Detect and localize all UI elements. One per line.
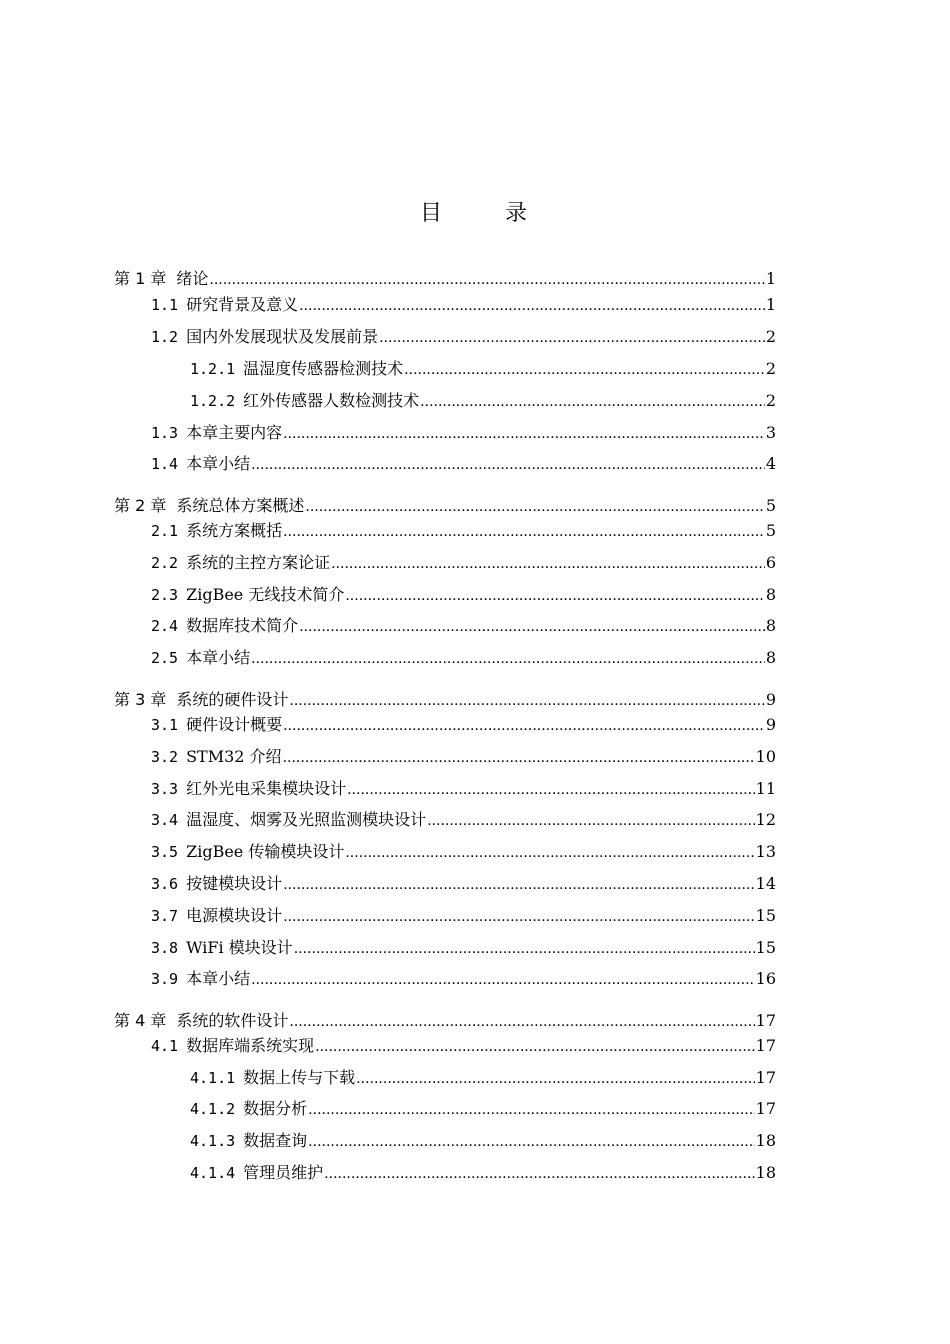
toc-entry-text: 系统的软件设计 [176,1011,289,1030]
toc-dot-leader [427,810,755,829]
toc-entry-label [151,712,282,735]
toc-dot-leader [345,842,754,861]
toc-entry[interactable] [190,1096,776,1118]
toc-entry-text: 数据查询 [243,1131,308,1150]
toc-entry[interactable] [114,1008,776,1030]
toc-page-number: 5 [765,521,776,540]
toc-page-number: 10 [755,747,776,766]
toc-page-number: 18 [755,1163,776,1182]
toc-dot-leader [331,553,765,572]
toc-entry-number: 1.3 [151,424,179,442]
toc-dot-leader [251,648,765,667]
toc-entry-number: 4.1 [151,1037,179,1055]
toc-entry-label [114,266,208,289]
toc-entry-number: 4.1.2 [190,1100,236,1118]
toc-entry[interactable] [151,582,776,604]
toc-dot-leader [420,391,765,410]
toc-entry[interactable] [151,613,776,635]
toc-entry-text: 本章小结 [186,454,251,473]
toc-entry[interactable] [114,266,776,288]
toc-entry[interactable] [151,744,776,766]
toc-entry-text: 数据库技术简介 [186,616,299,635]
toc-entry[interactable] [190,1160,776,1182]
toc-entry-label [151,966,250,989]
toc-dot-leader [379,327,765,346]
toc-entry-number: 1.2 [151,328,179,346]
toc-entry-number: 3.4 [151,811,179,829]
toc-entry[interactable] [151,292,776,314]
toc-page-number: 12 [755,810,776,829]
toc-entry-number: 2.3 [151,586,179,604]
toc-page-number: 18 [755,1131,776,1150]
toc-entry-text: 数据库端系统实现 [186,1036,315,1055]
toc-entry-text: 系统方案概括 [186,521,283,540]
toc-entry-number: 3.2 [151,748,179,766]
toc-entry[interactable] [151,645,776,667]
toc-page-number: 16 [755,969,776,988]
toc-entry[interactable] [114,687,776,709]
toc-entry-number: 3.3 [151,780,179,798]
toc-entry-number: 1.2.2 [190,392,236,410]
toc-entry-text: 系统总体方案概述 [176,496,305,515]
toc-dot-leader [356,1068,754,1087]
toc-entry-text: 管理员维护 [243,1163,324,1182]
toc-page-number: 3 [765,423,776,442]
toc-entry-label [114,493,304,516]
toc-dot-leader [299,295,765,314]
toc-entry-text: 数据上传与下载 [243,1068,356,1087]
toc-entry-number: 3.9 [151,970,179,988]
toc-page-number: 2 [765,327,776,346]
toc-entry[interactable] [151,324,776,346]
toc-page-number: 14 [755,874,776,893]
toc-entry[interactable] [151,935,776,957]
toc-entry-text: 按键模块设计 [186,874,283,893]
toc-page-number: 2 [765,391,776,410]
toc-entry-text: ZigBee 无线技术简介 [186,585,345,604]
toc-page-number: 8 [765,616,776,635]
toc-entry-label [151,613,298,636]
toc-entry-number: 4.1.1 [190,1069,236,1087]
toc-entry[interactable] [151,903,776,925]
toc-page-number: 8 [765,648,776,667]
toc-entry-number: 3.1 [151,716,179,734]
toc-entry-text: 国内外发展现状及发展前景 [186,327,379,346]
toc-page-number: 1 [765,295,776,314]
toc-entry-label [114,687,288,710]
toc-entry-number: 第 4 章 [114,1011,167,1030]
toc-entry[interactable] [151,550,776,572]
toc-entry-number: 2.1 [151,522,179,540]
toc-entry-text: 本章小结 [186,969,251,988]
toc-entry-number: 4.1.3 [190,1132,236,1150]
toc-entry-label [151,744,282,767]
toc-dot-leader [209,269,764,288]
toc-entry-number: 1.2.1 [190,360,236,378]
toc-entry-text: 数据分析 [243,1099,308,1118]
toc-page-number: 11 [755,779,776,798]
toc-entry[interactable] [151,871,776,893]
toc-entry-text: 硬件设计概要 [186,715,283,734]
toc-entry[interactable] [190,388,776,410]
toc-entry-label [151,935,293,958]
toc-entry[interactable] [151,1033,776,1055]
toc-entry-label [151,903,282,926]
toc-entry-label [151,292,298,315]
toc-entry-label [151,871,282,894]
toc-page-number: 17 [755,1099,776,1118]
toc-page-number: 17 [755,1068,776,1087]
toc-entry-number: 4.1.4 [190,1164,236,1182]
toc-entry-number: 1.1 [151,296,179,314]
toc-dot-leader [283,874,755,893]
toc-entry-label [190,356,403,379]
toc-entry-text: ZigBee 传输模块设计 [186,842,345,861]
toc-entry[interactable] [114,493,776,515]
toc-dot-leader [289,690,764,709]
toc-dot-leader [404,359,765,378]
toc-page-number: 6 [765,553,776,572]
toc-entry[interactable] [190,1128,776,1150]
toc-dot-leader [283,747,755,766]
toc-entry-number: 2.2 [151,554,179,572]
toc-entry-text: 本章小结 [186,648,251,667]
toc-entry[interactable] [151,518,776,540]
toc-page-number: 9 [765,690,776,709]
toc-dot-leader [324,1163,754,1182]
toc-page-number: 17 [755,1036,776,1055]
toc-entry[interactable] [151,420,776,442]
toc-entry-label [151,645,250,668]
toc-entry-label [151,451,250,474]
toc-entry-text: 系统的硬件设计 [176,690,289,709]
toc-entry-label [151,807,426,830]
toc-dot-leader [251,969,755,988]
toc-entry[interactable] [151,776,776,798]
toc-entry-number: 2.5 [151,649,179,667]
toc-entry-label [151,582,344,605]
page-title: 目 录 [420,201,555,226]
toc-entry-label [190,1096,307,1119]
toc-entry-text: 研究背景及意义 [186,295,299,314]
toc-entry[interactable] [190,356,776,378]
toc-dot-leader [308,1131,754,1150]
toc-entry-number: 第 2 章 [114,496,167,515]
toc-entry-number: 2.4 [151,617,179,635]
toc-entry[interactable] [151,451,776,473]
toc-entry-label [190,1128,307,1151]
toc-page-number: 15 [755,906,776,925]
toc-entry-text: 红外光电采集模块设计 [186,779,347,798]
toc-dot-leader [305,496,764,515]
toc-entry-number: 3.5 [151,843,179,861]
toc-entry-label [190,1160,323,1183]
toc-dot-leader [283,906,755,925]
toc-dot-leader [283,521,765,540]
toc-entry-text: 温湿度传感器检测技术 [243,359,404,378]
toc-entry-text: 绪论 [176,269,209,288]
toc-entry-number: 3.8 [151,939,179,957]
toc-entry-text: 红外传感器人数检测技术 [243,391,420,410]
toc-entry-text: 电源模块设计 [186,906,283,925]
toc-dot-leader [294,938,755,957]
toc-entry-label [151,776,346,799]
toc-dot-leader [308,1099,754,1118]
toc-entry-number: 第 3 章 [114,690,167,709]
toc-dot-leader [347,779,755,798]
toc-page-number: 4 [765,454,776,473]
toc-entry-label [190,1065,355,1088]
toc-entry[interactable] [151,712,776,734]
toc-dot-leader [251,454,765,473]
toc-page-number: 9 [765,715,776,734]
toc-entry-number: 3.7 [151,907,179,925]
toc-entry-text: STM32 介绍 [186,747,282,766]
toc-entry-label [151,550,330,573]
toc-entry[interactable] [151,807,776,829]
toc-page-number: 2 [765,359,776,378]
toc-entry-label [190,388,419,411]
toc-entry-label [114,1008,288,1031]
toc-entry-label [151,839,344,862]
toc-entry-text: 本章主要内容 [186,423,283,442]
toc-entry-label [151,324,378,347]
toc-dot-leader [299,616,765,635]
toc-dot-leader [315,1036,755,1055]
toc-entry-number: 3.6 [151,875,179,893]
toc-entry-label [151,518,282,541]
toc-entry[interactable] [190,1065,776,1087]
toc-page-number: 1 [765,269,776,288]
toc-entry-text: 温湿度、烟雾及光照监测模块设计 [186,810,427,829]
toc-entry-text: 系统的主控方案论证 [186,553,331,572]
toc-page-number: 15 [755,938,776,957]
toc-page-number: 17 [755,1011,776,1030]
toc-dot-leader [345,585,764,604]
toc-entry-number: 1.4 [151,455,179,473]
toc-entry[interactable] [151,839,776,861]
toc-entry-label [151,420,282,443]
toc-page-number: 8 [765,585,776,604]
toc-page-number: 13 [755,842,776,861]
toc-entry-label [151,1033,314,1056]
toc-page-number: 5 [765,496,776,515]
toc-entry[interactable] [151,966,776,988]
toc-dot-leader [283,715,765,734]
toc-entry-number: 第 1 章 [114,269,167,288]
toc-dot-leader [289,1011,754,1030]
toc-entry-text: WiFi 模块设计 [186,938,293,957]
toc-dot-leader [283,423,765,442]
